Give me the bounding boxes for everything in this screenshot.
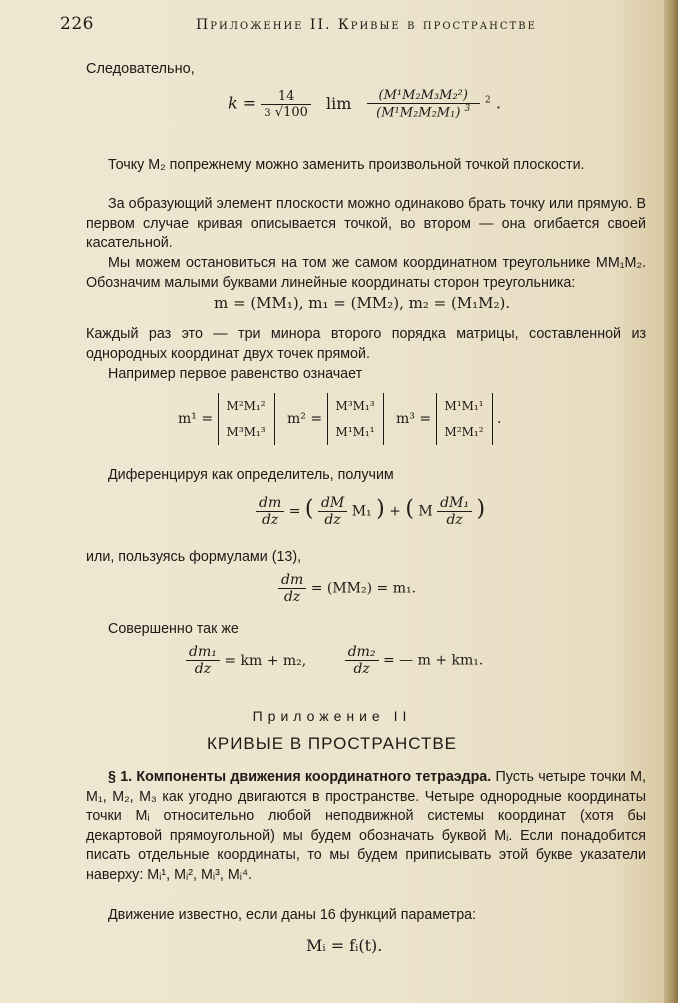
plus: + — [389, 503, 401, 520]
equation-result — [278, 572, 416, 605]
paren: ( — [304, 496, 314, 522]
book-edge — [664, 0, 678, 1003]
det-bottom: M²M₁² — [444, 425, 484, 439]
det-top: M¹M₁¹ — [444, 399, 484, 413]
period: . — [497, 411, 502, 427]
limit-den-text: (M¹M₂M₂M₁) — [376, 105, 461, 121]
paragraph: или, пользуясь формулами (13), — [86, 549, 302, 565]
paragraph: За образующий элемент плоскости можно одинаково брать точку или прямую. В первом случае кривая описывается точкой, во втором — она огибается своей касательной. — [86, 196, 646, 252]
equation-rhs: = km + m₂, — [224, 652, 307, 669]
determinant — [218, 393, 275, 445]
paren: ( — [405, 496, 414, 522]
fraction — [186, 644, 220, 677]
equation-diff — [256, 495, 485, 528]
det-label: m³ = — [396, 411, 432, 427]
paragraph: Мы можем остановиться на том же самом координатном треугольнике MM₁M₂. Обозначим малыми буквами линейные координаты сторон треугольника: — [86, 255, 646, 291]
sqrt-100: √100 — [274, 104, 308, 120]
exponent: 3 — [464, 104, 471, 114]
limit-fraction — [367, 88, 480, 120]
formula-lhs: k = — [228, 93, 257, 113]
paragraph: Совершенно так же — [108, 621, 239, 637]
fraction — [318, 495, 347, 528]
frac-num: dM — [318, 495, 347, 512]
equation-rhs: = (MM₂) = m₁. — [310, 580, 417, 597]
chapter-title: КРИВЫЕ В ПРОСТРАНСТВЕ — [206, 734, 458, 753]
limit-denominator — [367, 104, 480, 120]
determinants — [178, 393, 501, 445]
exponent-top: 2 — [485, 95, 491, 106]
frac-num: dm — [256, 495, 284, 512]
fraction-denominator — [261, 105, 311, 120]
frac-den: dz — [194, 661, 212, 677]
text-line: Следовательно, — [86, 61, 195, 77]
period: . — [495, 93, 501, 113]
fraction — [437, 495, 472, 528]
fraction — [261, 89, 311, 120]
frac-num: dM₁ — [437, 495, 472, 512]
equation-last: Mᵢ = fᵢ(t). — [306, 936, 383, 955]
fraction — [345, 644, 379, 677]
section-body: Пусть четыре точки M, M₁, M₂, M₃ как угодно двигаются в пространстве. Четыре однородные координаты точки Mᵢ относительно любой неподвижной системы координат (хотя бы декартовой прямоугольной) мы будем обозначать буквой Mᵢ. Если понадобится писать отдельные координаты, то мы будем приписывать этой букве указатели наверху: Mᵢ¹, Mᵢ², Mᵢ³, Mᵢ⁴. — [86, 769, 646, 883]
equation-pair — [186, 644, 483, 677]
frac-den: dz — [283, 589, 301, 605]
den-small: 3 — [264, 107, 271, 119]
frac-num: dm₁ — [186, 644, 220, 661]
det-top: M³M₁³ — [335, 399, 375, 413]
formula-k — [228, 88, 501, 120]
section-heading: § 1. Компоненты движения координатного тетраэдра. — [108, 769, 492, 785]
det-label: m² = — [287, 411, 323, 427]
paragraph: Точку M₂ попрежнему можно заменить произвольной точкой плоскости. — [108, 157, 585, 173]
frac-den: dz — [324, 512, 341, 528]
equation-rhs: = — m + km₁. — [383, 652, 484, 669]
frac-num: dm — [278, 572, 306, 589]
frac-num: dm₂ — [345, 644, 379, 661]
equals: = — [288, 503, 301, 520]
page-number: 226 — [60, 14, 94, 34]
running-title: Приложение II. Кривые в пространстве — [196, 17, 537, 33]
frac-den: dz — [261, 512, 279, 528]
section-paragraph — [86, 768, 646, 886]
lim: lim — [326, 93, 352, 113]
determinant — [327, 393, 384, 445]
det-bottom: M³M₁³ — [226, 425, 266, 439]
paragraph: Движение известно, если даны 16 функций параметра: — [108, 907, 477, 923]
paragraph: Например первое равенство означает — [108, 366, 363, 382]
frac-den: dz — [353, 661, 370, 677]
fraction-numerator: 14 — [261, 89, 311, 105]
equation-m: m = (MM₁), m₁ = (MM₂), m₂ = (M₁M₂). — [214, 294, 511, 312]
paragraph: Диференцируя как определитель, получим — [108, 467, 394, 483]
det-label: m¹ = — [178, 411, 214, 427]
frac-den: dz — [446, 512, 463, 528]
appendix-label: Приложение II — [252, 708, 412, 724]
fraction — [256, 495, 284, 528]
paren: ) — [376, 496, 385, 522]
fraction — [278, 572, 306, 605]
paragraph: Каждый раз это — три минора второго порядка матрицы, составленной из однородных координат двух точек прямой. — [86, 326, 646, 362]
det-bottom: M¹M₁¹ — [335, 425, 375, 439]
determinant — [436, 393, 493, 445]
limit-numerator: (M¹M₂M₃M₂²) — [367, 88, 480, 104]
paren: ) — [476, 496, 486, 522]
term: M₁ — [351, 503, 372, 520]
det-top: M²M₁² — [226, 399, 266, 413]
term: M — [418, 503, 433, 520]
